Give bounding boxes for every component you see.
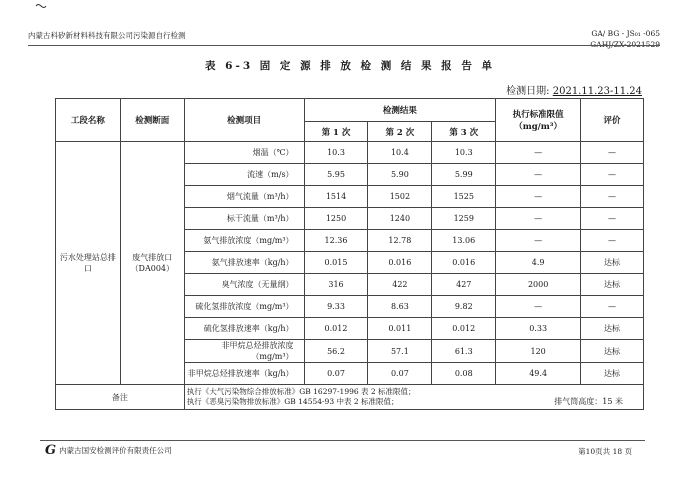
eval-cell: — (581, 186, 644, 208)
run2-cell: 0.016 (368, 252, 432, 274)
item-cell: 非甲烷总烃排放浓度（mg/m³） (184, 340, 304, 363)
footer-org (45, 443, 172, 458)
run1-cell: 10.3 (304, 142, 368, 164)
run1-cell: 0.015 (304, 252, 368, 274)
limit-cell: 4.9 (496, 252, 581, 274)
run3-cell: 61.3 (432, 340, 496, 363)
test-date (506, 82, 642, 97)
run3-cell: 5.99 (432, 164, 496, 186)
item-cell: 流速（m/s） (184, 164, 304, 186)
run1-cell: 1250 (304, 208, 368, 230)
run2-cell: 57.1 (368, 340, 432, 363)
run2-cell: 10.4 (368, 142, 432, 164)
item-cell: 非甲烷总烃排放速率（kg/h） (184, 363, 304, 385)
col-result-header: 检测结果 (304, 99, 496, 122)
footer-rule (40, 440, 645, 441)
run3-cell: 1259 (432, 208, 496, 230)
run3-cell: 9.82 (432, 296, 496, 318)
item-cell: 烟气流量（m³/h） (184, 186, 304, 208)
run1-cell: 0.012 (304, 318, 368, 340)
run1-cell: 1514 (304, 186, 368, 208)
report-title: 表 6-3 固 定 源 排 放 检 测 结 果 报 告 单 (205, 60, 495, 72)
eval-cell: — (581, 142, 644, 164)
point-name: 废气排放口（DA004） (120, 142, 184, 385)
run2-cell: 5.90 (368, 164, 432, 186)
run2-cell: 0.07 (368, 363, 432, 385)
note-line-2: 执行《恶臭污染物排放标准》GB 14554-93 中表 2 标准限值； (186, 397, 399, 406)
note-line-1: 执行《大气污染物综合排放标准》GB 16297-1996 表 2 标准限值； (186, 387, 416, 396)
item-cell: 烟温（℃） (184, 142, 304, 164)
run2-cell: 422 (368, 274, 432, 296)
footer-org-name: 内蒙古国安检测评价有限责任公司 (59, 446, 172, 455)
run1-cell: 5.95 (304, 164, 368, 186)
eval-cell: — (581, 164, 644, 186)
limit-cell: 120 (496, 340, 581, 363)
eval-cell: — (581, 296, 644, 318)
run3-cell: 13.06 (432, 230, 496, 252)
run1-cell: 9.33 (304, 296, 368, 318)
item-cell: 硫化氢排放速率（kg/h） (184, 318, 304, 340)
stack-height: 排气筒高度：15 米 (554, 397, 623, 406)
scribble-mark (35, 3, 47, 9)
run3-cell: 427 (432, 274, 496, 296)
header-code-2: GAHJ/ZX-2021529 (590, 40, 660, 49)
eval-cell: 达标 (581, 252, 644, 274)
run2-cell: 1502 (368, 186, 432, 208)
run1-cell: 56.2 (304, 340, 368, 363)
section-name: 污水处理站总排口 (56, 142, 121, 385)
eval-cell: 达标 (581, 363, 644, 385)
eval-cell: 达标 (581, 274, 644, 296)
limit-cell: — (496, 208, 581, 230)
col-limit-header: 执行标准限值（mg/m³） (496, 99, 581, 142)
item-cell: 氨气排放速率（kg/h） (184, 252, 304, 274)
limit-cell: — (496, 142, 581, 164)
col-run2-header: 第 2 次 (368, 122, 432, 142)
table-row (56, 142, 644, 164)
limit-cell: — (496, 230, 581, 252)
page-number: 第10页共 18 页 (578, 447, 632, 456)
run3-cell: 0.08 (432, 363, 496, 385)
company-logo: G (45, 443, 57, 458)
col-item-header: 检测项目 (184, 99, 304, 142)
item-cell: 臭气浓度（无量纲） (184, 274, 304, 296)
note-text (184, 385, 643, 410)
eval-cell: 达标 (581, 318, 644, 340)
col-run3-header: 第 3 次 (432, 122, 496, 142)
item-cell: 标干流量（m³/h） (184, 208, 304, 230)
note-label: 备注 (56, 385, 185, 410)
run1-cell: 316 (304, 274, 368, 296)
item-cell: 硫化氢排放浓度（mg/m³） (184, 296, 304, 318)
test-date-value: 2021.11.23-11.24 (552, 86, 642, 97)
run2-cell: 1240 (368, 208, 432, 230)
eval-cell: — (581, 230, 644, 252)
run1-cell: 12.36 (304, 230, 368, 252)
limit-cell: 2000 (496, 274, 581, 296)
col-run1-header: 第 1 次 (304, 122, 368, 142)
header-row (56, 99, 644, 122)
col-eval-header: 评价 (581, 99, 644, 142)
note-row (56, 385, 644, 410)
eval-cell: — (581, 208, 644, 230)
header-code-1: GA/ BG - JS₀₁ -065 (591, 29, 660, 38)
limit-cell: 0.33 (496, 318, 581, 340)
header-codes (590, 28, 660, 50)
run1-cell: 0.07 (304, 363, 368, 385)
test-date-label: 检测日期: (506, 86, 550, 97)
run2-cell: 12.78 (368, 230, 432, 252)
col-point-header: 检测断面 (120, 99, 184, 142)
header-rule (28, 45, 660, 46)
run2-cell: 8.63 (368, 296, 432, 318)
limit-cell: 49.4 (496, 363, 581, 385)
run3-cell: 1525 (432, 186, 496, 208)
header-company: 内蒙古科矽新材料科技有限公司污染源自行检测 (28, 31, 186, 40)
run2-cell: 0.011 (368, 318, 432, 340)
limit-cell: — (496, 186, 581, 208)
eval-cell: 达标 (581, 340, 644, 363)
limit-cell: — (496, 296, 581, 318)
limit-cell: — (496, 164, 581, 186)
run3-cell: 10.3 (432, 142, 496, 164)
item-cell: 氨气排放浓度（mg/m³） (184, 230, 304, 252)
run3-cell: 0.016 (432, 252, 496, 274)
run3-cell: 0.012 (432, 318, 496, 340)
results-table (55, 98, 644, 410)
col-section-header: 工段名称 (56, 99, 121, 142)
